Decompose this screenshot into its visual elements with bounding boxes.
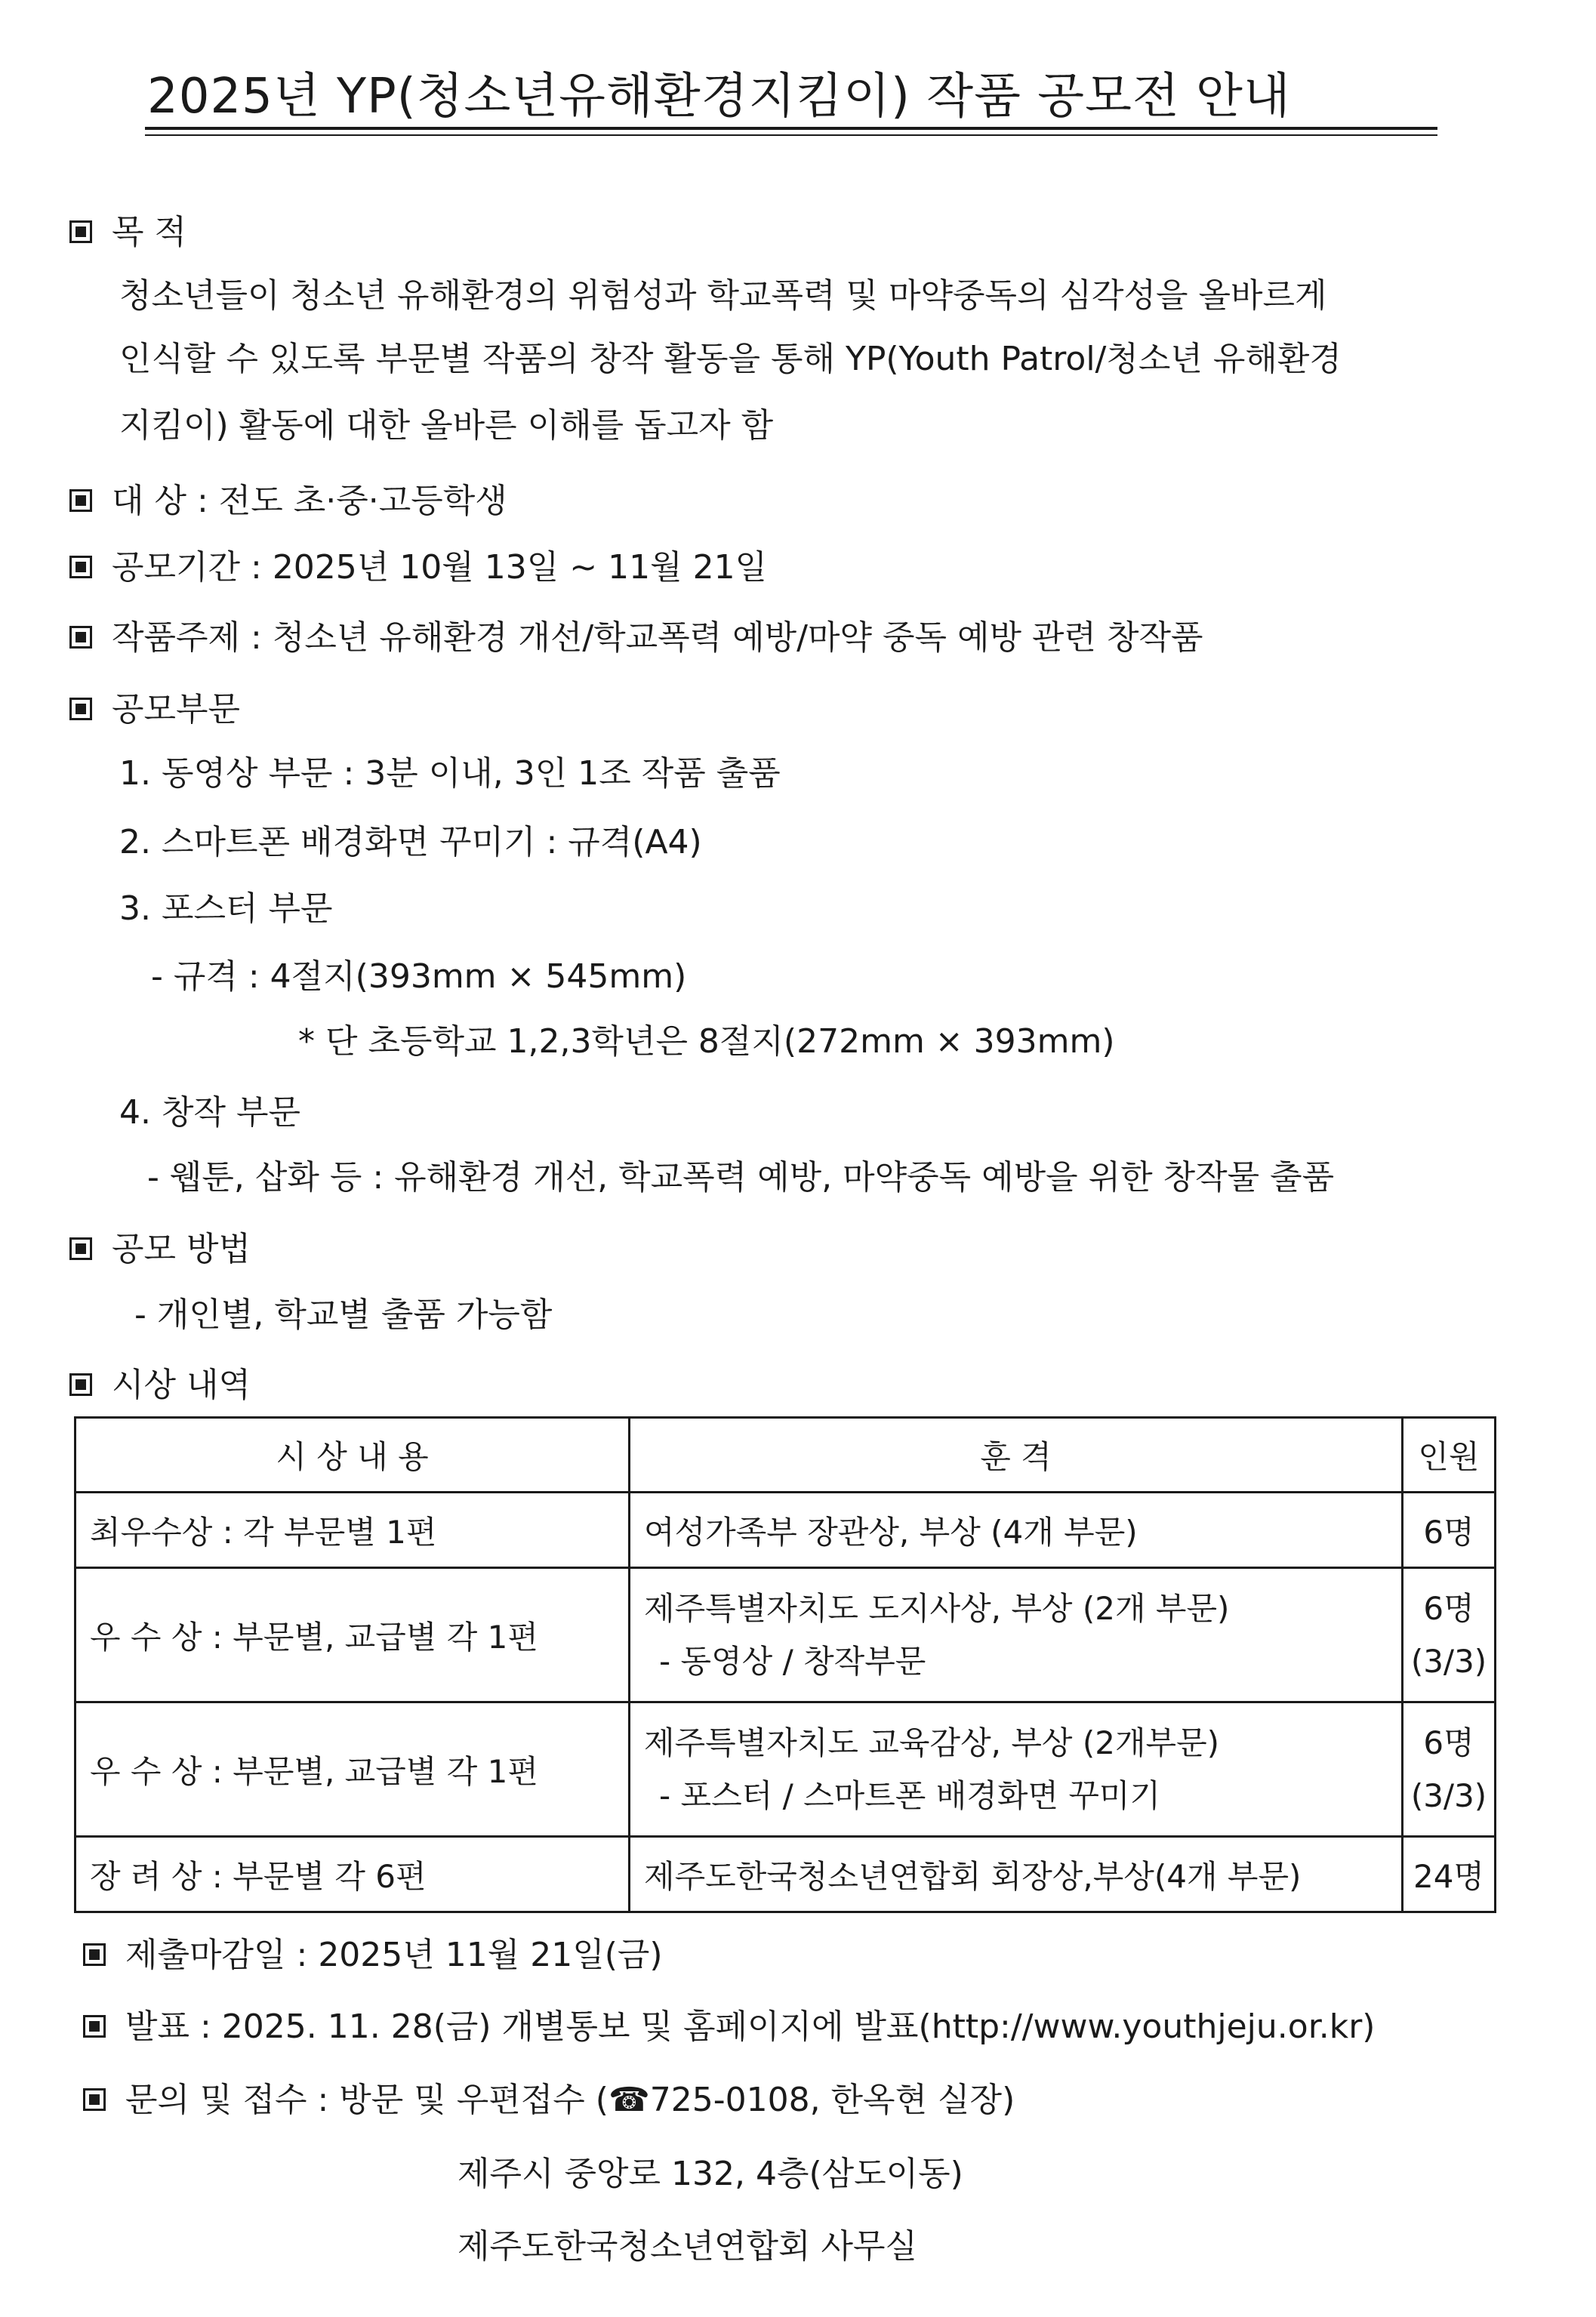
office-name: 제주도한국청소년연합회 사무실: [458, 2227, 918, 2266]
award-cell: 우 수 상 : 부문별, 교급별 각 1편: [75, 1702, 630, 1837]
category-poster: 3. 포스터 부문: [119, 889, 333, 928]
count-main: 6명: [1423, 1724, 1474, 1761]
bullet-square-icon: [69, 1237, 92, 1260]
period-line: 공모기간 : 2025년 10월 13일 ~ 11월 21일: [69, 545, 767, 590]
bullet-square-icon: [69, 1373, 92, 1396]
column-header-honor: 훈 격: [630, 1418, 1403, 1493]
table-header-row: [75, 1418, 1496, 1493]
bullet-square-icon: [69, 698, 92, 720]
award-cell: 장 려 상 : 부문별 각 6편: [75, 1837, 630, 1912]
creative-detail: - 웹툰, 삽화 등 : 유해환경 개선, 학교폭력 예방, 마약중독 예방을 위한 창작물 출품: [147, 1158, 1335, 1197]
bullet-square-icon: [83, 2088, 106, 2111]
honor-sub: - 동영상 / 창작부문: [659, 1642, 926, 1680]
honor-main: 제주특별자치도 도지사상, 부상 (2개 부문): [644, 1589, 1230, 1627]
purpose-line-1: 청소년들이 청소년 유해환경의 위험성과 학교폭력 및 마약중독의 심각성을 올바르게: [119, 276, 1327, 315]
column-header-count: 인원: [1403, 1418, 1496, 1493]
bullet-square-icon: [69, 220, 92, 243]
poster-spec: - 규격 : 4절지(393mm × 545mm): [151, 957, 687, 996]
inquiry-line: 문의 및 접수 : 방문 및 우편접수 (☎725-0108, 한옥현 실장): [83, 2078, 1015, 2123]
method-detail: - 개인별, 학교별 출품 가능함: [134, 1296, 553, 1334]
categories-heading: 공모부문: [69, 687, 240, 732]
purpose-line-3: 지킴이) 활동에 대한 올바른 이해를 돕고자 함: [119, 406, 774, 445]
table-row: [75, 1568, 1496, 1702]
address-line: 제주시 중앙로 132, 4층(삼도이동): [458, 2155, 963, 2193]
target-line: 대 상 : 전도 초·중·고등학생: [69, 479, 507, 524]
awards-table: [74, 1416, 1496, 1913]
poster-note: * 단 초등학교 1,2,3학년은 8절지(272mm × 393mm): [298, 1022, 1115, 1061]
count-cell: [1403, 1702, 1496, 1837]
bullet-square-icon: [69, 489, 92, 512]
award-cell: 우 수 상 : 부문별, 교급별 각 1편: [75, 1568, 630, 1702]
count-cell: [1403, 1568, 1496, 1702]
honor-main: 제주특별자치도 교육감상, 부상 (2개부문): [644, 1724, 1220, 1761]
table-row: [75, 1702, 1496, 1837]
page-title: 2025년 YP(청소년유해환경지킴이) 작품 공모전 안내: [147, 69, 1291, 125]
title-underline-thin: [145, 134, 1437, 136]
category-smartphone: 2. 스마트폰 배경화면 꾸미기 : 규격(A4): [119, 823, 702, 861]
method-heading: 공모 방법: [69, 1227, 251, 1272]
bullet-square-icon: [83, 2015, 106, 2038]
title-underline: [145, 127, 1437, 130]
deadline-line: 제출마감일 : 2025년 11월 21일(금): [83, 1933, 663, 1978]
bullet-square-icon: [69, 556, 92, 578]
count-sub: (3/3): [1410, 1776, 1487, 1814]
bullet-square-icon: [83, 1943, 106, 1966]
announcement-line: 발표 : 2025. 11. 28(금) 개별통보 및 홈페이지에 발표(http://www.youthjeju.or.kr): [83, 2004, 1375, 2050]
category-video: 1. 동영상 부문 : 3분 이내, 3인 1조 작품 출품: [119, 754, 781, 793]
column-header-award: 시 상 내 용: [75, 1418, 630, 1493]
award-cell: 최우수상 : 각 부문별 1편: [75, 1493, 630, 1568]
count-cell: 24명: [1403, 1837, 1496, 1912]
honor-sub: - 포스터 / 스마트폰 배경화면 꾸미기: [659, 1776, 1161, 1814]
count-cell: 6명: [1403, 1493, 1496, 1568]
bullet-square-icon: [69, 626, 92, 649]
honor-cell: 제주도한국청소년연합회 회장상,부상(4개 부문): [630, 1837, 1403, 1912]
theme-line: 작품주제 : 청소년 유해환경 개선/학교폭력 예방/마약 중독 예방 관련 창작품: [69, 615, 1203, 661]
honor-cell: 여성가족부 장관상, 부상 (4개 부문): [630, 1493, 1403, 1568]
purpose-heading: 목 적: [69, 210, 186, 255]
honor-cell: [630, 1568, 1403, 1702]
count-sub: (3/3): [1410, 1642, 1487, 1680]
honor-cell: [630, 1702, 1403, 1837]
awards-heading: 시상 내역: [69, 1363, 251, 1408]
table-row: [75, 1493, 1496, 1568]
category-creative: 4. 창작 부문: [119, 1093, 300, 1132]
table-row: [75, 1837, 1496, 1912]
count-main: 6명: [1423, 1589, 1474, 1627]
purpose-line-2: 인식할 수 있도록 부문별 작품의 창작 활동을 통해 YP(Youth Patrol/청소년 유해환경: [119, 340, 1342, 378]
